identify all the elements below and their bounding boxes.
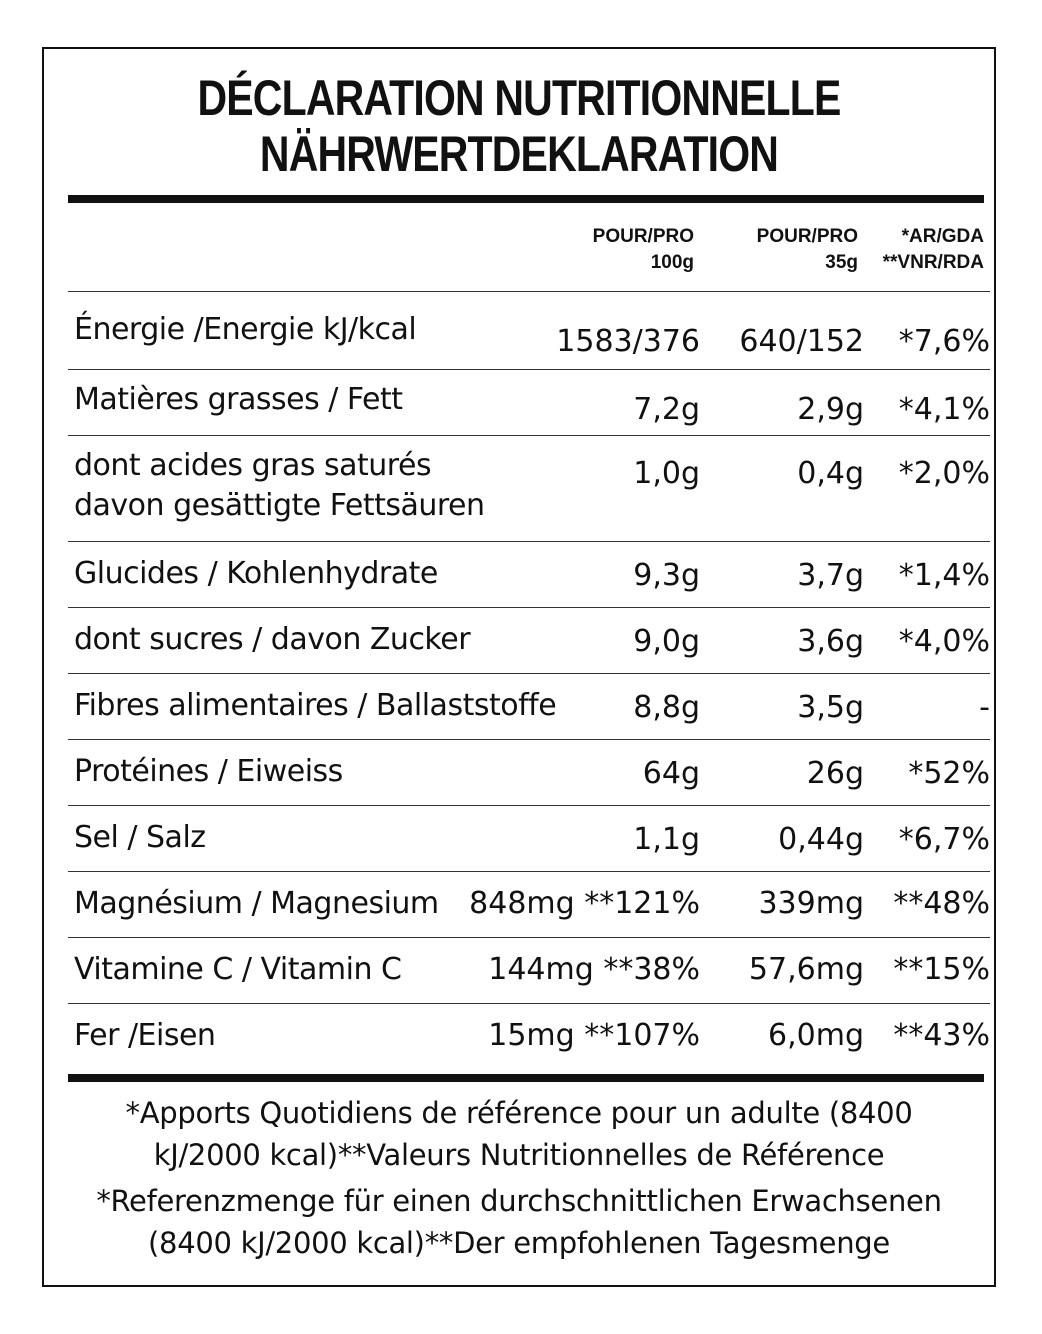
row-per-100g: 15mg **107% (488, 1018, 700, 1053)
nutrition-label (42, 47, 996, 1287)
header-per-100g-line1: POUR/PRO (592, 226, 694, 247)
top-divider (68, 195, 984, 203)
row-per-100g: 9,0g (633, 624, 700, 659)
row-reference: **43% (893, 1018, 990, 1053)
row-label: dont sucres / davon Zucker (74, 622, 471, 657)
table-row (68, 607, 990, 674)
row-reference: *7,6% (898, 324, 990, 359)
row-label: Énergie /Energie kJ/kcal (74, 312, 417, 347)
row-label-german: davon gesättigte Fettsäuren (74, 488, 485, 523)
footnote-french-line2: kJ/2000 kcal)**Valeurs Nutritionnelles de Référence (153, 1138, 885, 1172)
title-french: DÉCLARATION NUTRITIONNELLE (197, 70, 841, 126)
row-per-35g: 640/152 (739, 324, 864, 359)
header-reference-line1: *AR/GDA (901, 226, 984, 247)
row-per-35g: 26g (806, 756, 864, 791)
row-label: Sel / Salz (74, 820, 206, 855)
row-per-35g: 3,7g (797, 558, 864, 593)
row-per-35g: 0,4g (797, 456, 864, 491)
row-per-100g: 7,2g (633, 392, 700, 427)
row-label: Glucides / Kohlenhydrate (74, 556, 438, 591)
row-per-35g: 3,5g (797, 690, 864, 725)
header-per-100g (593, 224, 694, 276)
row-reference: *1,4% (898, 558, 990, 593)
table-row (68, 1003, 990, 1070)
row-reference: - (979, 690, 990, 725)
row-reference: *4,0% (898, 624, 990, 659)
bottom-divider (68, 1074, 984, 1082)
row-reference: *6,7% (898, 822, 990, 857)
table-row (68, 435, 990, 542)
footnote-german-line1: *Referenzmenge für einen durchschnittlichen Erwachsenen (96, 1184, 942, 1218)
table-row (68, 739, 990, 806)
footnote-german-line2: (8400 kJ/2000 kcal)**Der empfohlenen Tagesmenge (148, 1226, 890, 1260)
row-label: Vitamine C / Vitamin C (74, 952, 402, 987)
header-per-100g-line2: 100g (650, 252, 694, 273)
header-per-35g-line2: 35g (825, 252, 858, 273)
table-row (68, 541, 990, 608)
row-label: dont acides gras saturés (74, 448, 432, 483)
footnote-french-line1: *Apports Quotidiens de référence pour un adulte (8400 (125, 1096, 913, 1130)
header-per-35g (757, 224, 858, 276)
row-per-100g: 8,8g (633, 690, 700, 725)
row-per-100g: 1,0g (633, 456, 700, 491)
row-per-100g: 144mg **38% (488, 952, 700, 987)
row-label: Fer /Eisen (74, 1018, 216, 1053)
row-label: Protéines / Eiweiss (74, 754, 343, 789)
row-reference: **48% (893, 886, 990, 921)
table-row (68, 937, 990, 1004)
footnote-german (44, 1180, 994, 1264)
row-per-100g: 1583/376 (556, 324, 700, 359)
header-reference-line2: **VNR/RDA (882, 252, 984, 273)
table-row (68, 673, 990, 740)
row-reference: **15% (893, 952, 990, 987)
table-row (68, 291, 990, 370)
row-per-100g: 64g (642, 756, 700, 791)
table-row (68, 369, 990, 436)
row-per-35g: 339mg (758, 886, 864, 921)
row-per-100g: 848mg **121% (469, 886, 700, 921)
title-german: NÄHRWERTDEKLARATION (259, 126, 779, 182)
row-per-100g: 9,3g (633, 558, 700, 593)
row-per-35g: 0,44g (778, 822, 864, 857)
row-reference: *2,0% (898, 456, 990, 491)
row-per-35g: 57,6mg (748, 952, 864, 987)
table-row (68, 871, 990, 938)
row-per-100g: 1,1g (633, 822, 700, 857)
row-reference: *4,1% (898, 392, 990, 427)
header-per-35g-line1: POUR/PRO (756, 226, 858, 247)
header-reference (883, 224, 984, 276)
table-row (68, 805, 990, 872)
row-per-35g: 6,0mg (768, 1018, 864, 1053)
row-per-35g: 2,9g (797, 392, 864, 427)
row-per-35g: 3,6g (797, 624, 864, 659)
row-label: Magnésium / Magnesium (74, 886, 439, 921)
row-reference: *52% (908, 756, 990, 791)
row-label: Fibres alimentaires / Ballaststoffe (74, 688, 557, 723)
footnote-french (44, 1092, 994, 1176)
row-label: Matières grasses / Fett (74, 382, 403, 417)
